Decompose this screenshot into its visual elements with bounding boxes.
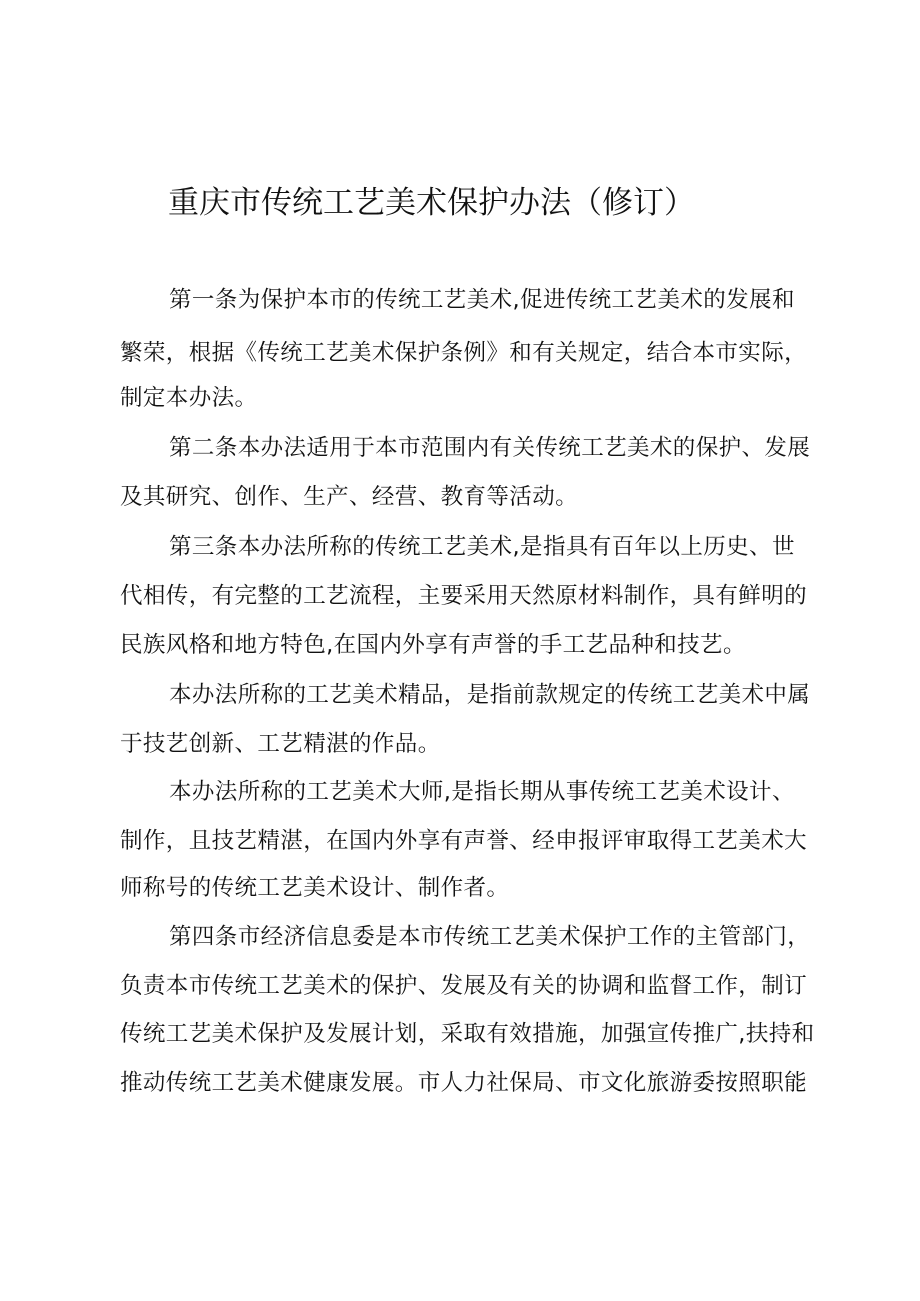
text-line: 代相传，有完整的工艺流程，主要采用天然原材料制作，具有鲜明的 [120, 583, 808, 609]
text-line: 制作，且技艺精湛，在国内外享有声誉、经申报评审取得工艺美术大 [120, 828, 808, 854]
text-line: 第一条为保护本市的传统工艺美术,促进传统工艺美术的发展和 [169, 287, 795, 313]
text-line: 繁荣，根据《传统工艺美术保护条例》和有关规定，结合本市实际， [120, 340, 808, 366]
text-line: 第四条市经济信息委是本市传统工艺美术保护工作的主管部门， [169, 924, 811, 950]
text-line: 负责本市传统工艺美术的保护、发展及有关的协调和监督工作，制订 [120, 973, 808, 999]
text-line: 制定本办法。 [120, 385, 258, 411]
text-line: 第三条本办法所称的传统工艺美术,是指具有百年以上历史、世 [169, 534, 795, 560]
text-line: 传统工艺美术保护及发展计划，采取有效措施，加强宣传推广,扶持和 [120, 1021, 815, 1047]
text-line: 第二条本办法适用于本市范围内有关传统工艺美术的保护、发展 [169, 435, 811, 461]
text-line: 本办法所称的工艺美术精品，是指前款规定的传统工艺美术中属 [169, 682, 811, 708]
document-title: 重庆市传统工艺美术保护办法（修订） [168, 185, 695, 221]
text-line: 师称号的传统工艺美术设计、制作者。 [120, 875, 510, 901]
text-line: 推动传统工艺美术健康发展。市人力社保局、市文化旅游委按照职能 [120, 1070, 808, 1096]
text-line: 民族风格和地方特色,在国内外享有声誉的手工艺品种和技艺。 [120, 632, 746, 658]
text-line: 及其研究、创作、生产、经营、教育等活动。 [120, 484, 579, 510]
text-line: 本办法所称的工艺美术大师,是指长期从事传统工艺美术设计、 [169, 779, 795, 805]
text-line: 于技艺创新、工艺精湛的作品。 [120, 731, 441, 757]
